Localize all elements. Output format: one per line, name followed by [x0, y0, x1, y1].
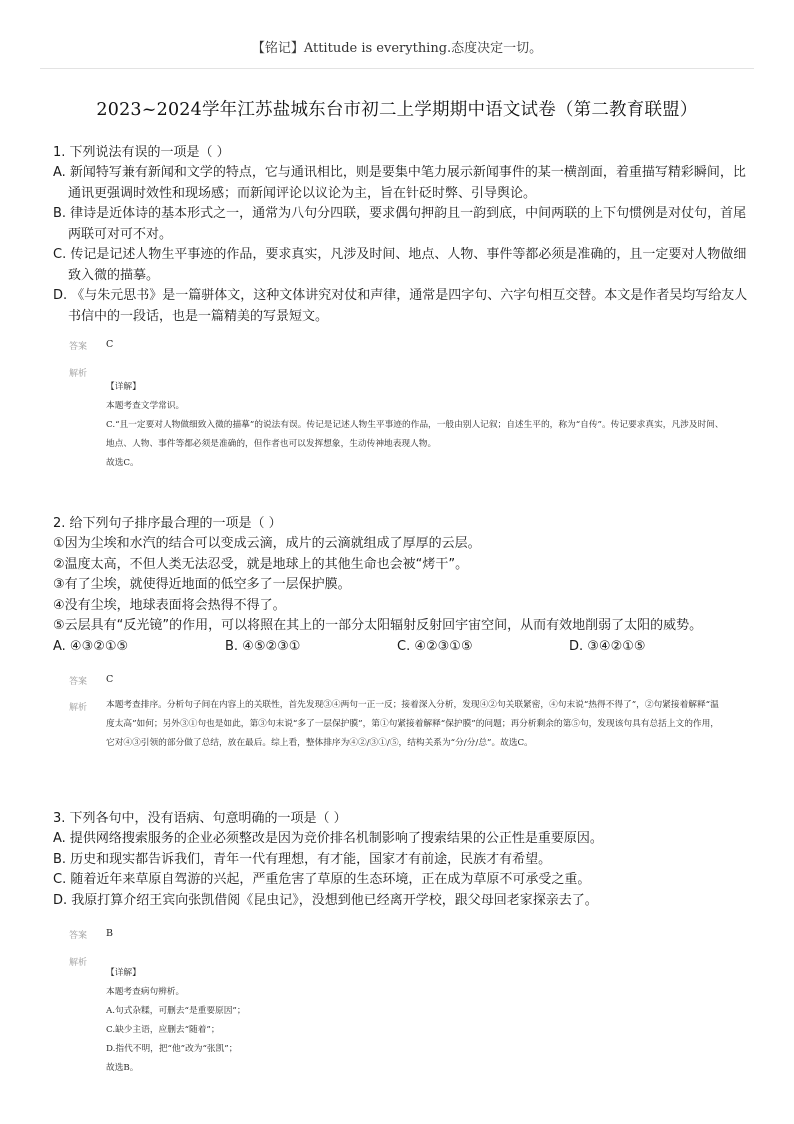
option-d: D. 我原打算介绍王宾向张凯借阅《昆虫记》，没想到他已经离开学校，跟父母回老家探亲去了。	[53, 892, 598, 908]
sentence-4: ④没有尘埃，地球表面将会热得不得了。	[53, 597, 286, 613]
choice-a: A. ④③②①⑤	[53, 638, 129, 654]
analysis-line: A.句式杂糅，可删去“是重要原因”；	[106, 1006, 246, 1016]
choice-b: B. ④⑤②③①	[225, 638, 301, 654]
option-a: A. 新闻特写兼有新闻和文学的特点，它与通讯相比，则是要集中笔力展示新闻事件的某一横剖面，着重描写精彩瞬间，比通讯更强调时效性和现场感；而新闻评论以议论为主，旨在针砭时弊、引导舆论。	[53, 165, 746, 201]
analysis-line: 故选B。	[106, 1063, 139, 1073]
answer-row	[69, 674, 753, 694]
choice-row	[53, 637, 753, 658]
analysis-label: 解析	[69, 369, 88, 379]
analysis-label: 解析	[69, 703, 88, 713]
option-c: C. 传记是记述人物生平事迹的作品，要求真实，凡涉及时间、地点、人物、事件等都必须是准确的，且一定要对人物做细致入微的描摹。	[53, 247, 747, 283]
analysis-line: D.指代不明，把“他”改为“张凯”；	[106, 1044, 238, 1054]
analysis-block	[69, 951, 753, 1078]
answer-value: C	[106, 674, 114, 685]
analysis-block	[69, 362, 753, 473]
question-stem: 1. 下列说法有误的一项是（ ）	[53, 145, 230, 160]
page-motto: 【铭记】Attitude is everything.态度决定一切。	[251, 41, 543, 56]
option-b: B. 律诗是近体诗的基本形式之一，通常为八句分四联，要求偶句押韵且一韵到底，中间两联的上下句惯例是对仗句，首尾两联可对可不对。	[53, 206, 747, 242]
choice-c: C. ④②③①⑤	[397, 638, 473, 654]
answer-value: B	[106, 928, 113, 939]
question-stem: 3. 下列各句中，没有语病、句意明确的一项是（ ）	[53, 811, 347, 826]
question-2	[53, 514, 753, 753]
answer-label: 答案	[69, 342, 88, 352]
answer-value: C	[106, 339, 114, 350]
sentence-1: ①因为尘埃和水汽的结合可以变成云滴，成片的云滴就组成了厚厚的云层。	[53, 536, 481, 551]
analysis-line: 本题考查病句辨析。	[106, 987, 185, 997]
analysis-line: 【详解】	[106, 968, 141, 978]
analysis-line: C.缺少主语，应删去“随着”；	[106, 1025, 220, 1035]
analysis-line: 本题考查排序。分析句子间在内容上的关联性，首先发现③④两句一正一反；接着深入分析，发现④②句关联紧密，④句末说“热得不得了”，②句紧接着解释“温度太高”如何；另外③①句也是如此，第③句末说“多了一层保护膜”，第①句紧接着解释“保护膜”的问题；再分析剩余的第⑤句，发现该句具有总括上文的作用，它对④③引领的部分做了总结，放在最后。综上看，整体排序为④②/③①/⑤，结构关系为“分/分/总”。故选C。	[106, 700, 719, 748]
option-a: A. 提供网络搜索服务的企业必须整改是因为竞价排名机制影响了搜索结果的公正性是重要原因。	[53, 831, 603, 846]
answer-label: 答案	[69, 677, 88, 687]
sentence-3: ③有了尘埃，就使得近地面的低空多了一层保护膜。	[53, 577, 351, 592]
analysis-line: 本题考查文学常识。	[106, 401, 185, 411]
option-c: C. 随着近年来草原自驾游的兴起，严重危害了草原的生态环境，正在成为草原不可承受之重。	[53, 872, 591, 887]
header-divider	[40, 68, 754, 69]
answer-row	[69, 928, 753, 948]
question-stem: 2. 给下列句子排序最合理的一项是（ ）	[53, 516, 282, 531]
answer-label: 答案	[69, 931, 88, 941]
page-title: 2023~2024学年江苏盐城东台市初二上学期期中语文试卷（第二教育联盟）	[96, 100, 698, 120]
sentence-2: ②温度太高，不但人类无法忍受，就是地球上的其他生命也会被“烤干”。	[53, 556, 469, 572]
analysis-line: C.“且一定要对人物做细致入微的描摹”的说法有误。传记是记述人物生平事迹的作品，一般由别人记叙；自述生平的，称为“自传”。传记要求真实，凡涉及时间、地点、人物、事件等都必须是准确的，但作者也可以发挥想象，生动传神地表现人物。	[106, 420, 724, 449]
question-1	[53, 143, 753, 473]
option-d: D. 《与朱元思书》是一篇骈体文，这种文体讲究对仗和声律，通常是四字句、六字句相互交替。本文是作者吴均写给友人书信中的一段话，也是一篇精美的写景短文。	[53, 288, 748, 324]
option-b: B. 历史和现实都告诉我们，青年一代有理想，有才能，国家才有前途，民族才有希望。	[53, 851, 552, 867]
analysis-label: 解析	[69, 958, 88, 968]
analysis-line: 【详解】	[106, 382, 141, 392]
choice-d: D. ③④②①⑤	[569, 638, 646, 654]
question-3	[53, 809, 753, 1078]
analysis-line: 故选C。	[106, 458, 139, 468]
answer-row	[69, 339, 753, 359]
analysis-block	[69, 696, 753, 753]
sentence-5: ⑤云层具有“反光镜”的作用，可以将照在其上的一部分太阳辐射反射回宇宙空间，从而有效地削弱了太阳的威势。	[53, 618, 703, 633]
